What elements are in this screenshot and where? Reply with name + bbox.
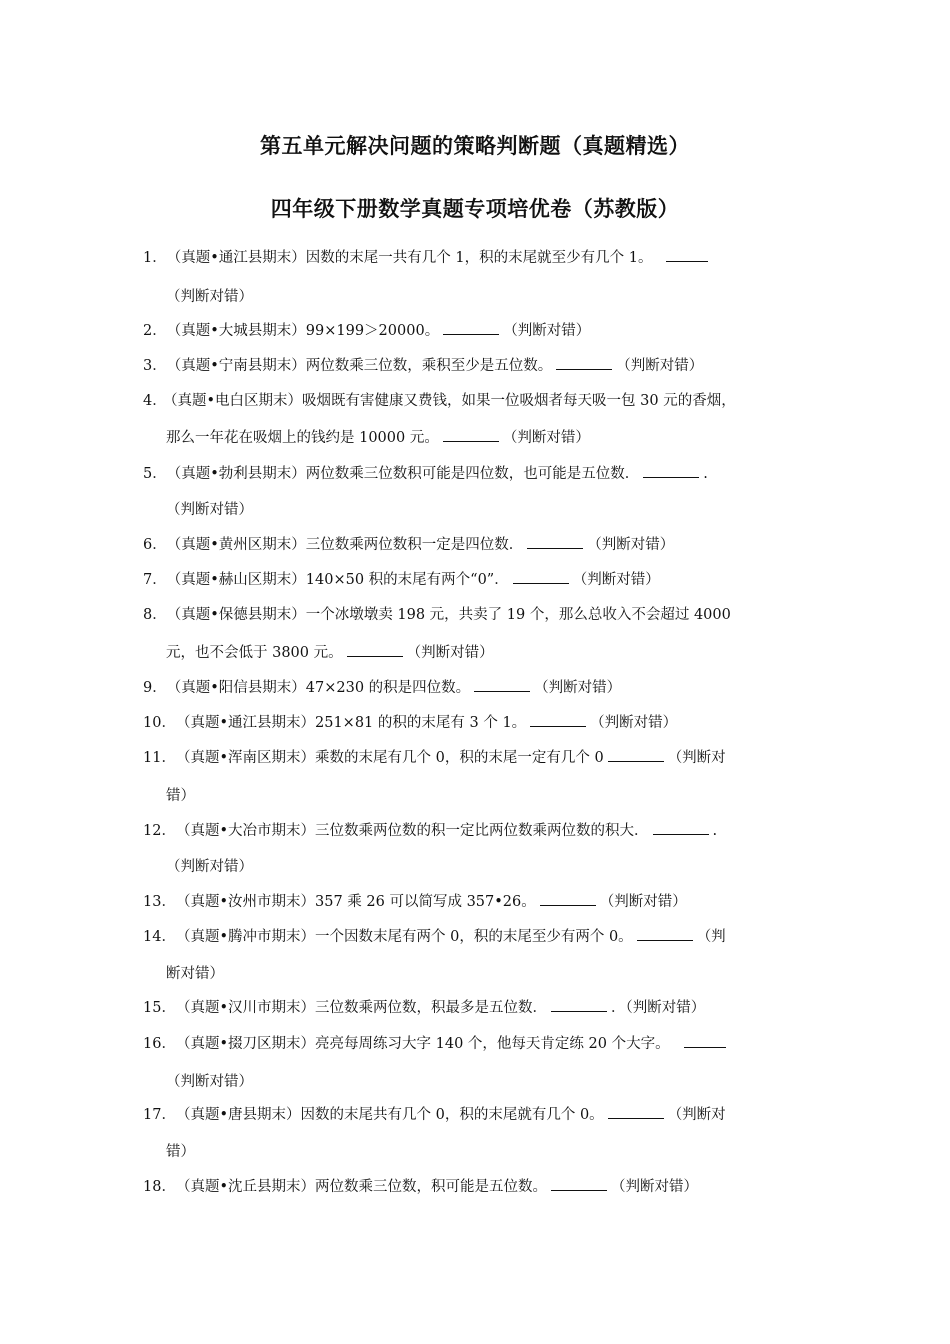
question-12: 12．（真题•大冶市期末）三位数乘两位数的积一定比两位数乘两位数的积大． . bbox=[143, 819, 717, 840]
question-17: 17．（真题•唐县期末）因数的末尾共有几个 0，积的末尾就有几个 0。 （判断对 bbox=[143, 1103, 726, 1124]
answer-blank[interactable] bbox=[653, 820, 709, 836]
answer-blank[interactable] bbox=[540, 891, 596, 907]
question-17-cont: 错） bbox=[166, 1144, 195, 1160]
question-8-cont: 元，也不会低于 3800 元。 （判断对错） bbox=[166, 641, 494, 662]
question-12-cont: （判断对错） bbox=[166, 859, 253, 875]
answer-blank[interactable] bbox=[684, 1033, 726, 1049]
answer-blank[interactable] bbox=[513, 569, 569, 585]
question-8: 8．（真题•保德县期末）一个冰墩墩卖 198 元，共卖了 19 个，那么总收入不会超过 4000 bbox=[143, 607, 731, 623]
question-18: 18．（真题•沈丘县期末）两位数乘三位数，积可能是五位数。 （判断对错） bbox=[143, 1175, 698, 1196]
question-11-cont: 错） bbox=[166, 788, 195, 804]
answer-blank[interactable] bbox=[347, 642, 403, 658]
question-1-cont: （判断对错） bbox=[166, 289, 253, 305]
page-title: 第五单元解决问题的策略判断题（真题精选） bbox=[260, 133, 690, 158]
question-2: 2．（真题•大城县期末）99×199＞20000。 （判断对错） bbox=[143, 319, 590, 340]
question-9: 9．（真题•阳信县期末）47×230 的积是四位数。 （判断对错） bbox=[143, 676, 621, 697]
answer-blank[interactable] bbox=[551, 1176, 607, 1192]
question-15: 15．（真题•汉川市期末）三位数乘两位数，积最多是五位数． ．（判断对错） bbox=[143, 996, 705, 1017]
answer-blank[interactable] bbox=[637, 926, 693, 942]
question-1: 1．（真题•通江县期末）因数的末尾一共有几个 1，积的末尾就至少有几个 1。 bbox=[143, 246, 712, 267]
question-10: 10．（真题•通江县期末）251×81 的积的末尾有 3 个 1。 （判断对错） bbox=[143, 711, 677, 732]
question-5: 5．（真题•勃利县期末）两位数乘三位数积可能是四位数，也可能是五位数． . bbox=[143, 462, 708, 483]
answer-blank[interactable] bbox=[443, 427, 499, 443]
question-3: 3．（真题•宁南县期末）两位数乘三位数，乘积至少是五位数。 （判断对错） bbox=[143, 354, 703, 375]
page-subtitle: 四年级下册数学真题专项培优卷（苏教版） bbox=[270, 196, 680, 221]
answer-blank[interactable] bbox=[527, 534, 583, 550]
question-4-cont: 那么一年花在吸烟上的钱约是 10000 元。 （判断对错） bbox=[166, 426, 590, 447]
answer-blank[interactable] bbox=[608, 1104, 664, 1120]
question-7: 7．（真题•赫山区期末）140×50 积的末尾有两个“0”． （判断对错） bbox=[143, 568, 660, 589]
question-5-cont: （判断对错） bbox=[166, 502, 253, 518]
answer-blank[interactable] bbox=[443, 320, 499, 336]
question-6: 6．（真题•黄州区期末）三位数乘两位数积一定是四位数． （判断对错） bbox=[143, 533, 674, 554]
question-16: 16．（真题•掇刀区期末）亮亮每周练习大字 140 个，他每天肯定练 20 个大字。 bbox=[143, 1032, 730, 1053]
answer-blank[interactable] bbox=[608, 747, 664, 763]
question-4: 4． bbox=[143, 393, 167, 409]
answer-blank[interactable] bbox=[643, 463, 699, 479]
answer-blank[interactable] bbox=[666, 247, 708, 263]
question-11: 11．（真题•浑南区期末）乘数的末尾有几个 0，积的末尾一定有几个 0 （判断对 bbox=[143, 746, 726, 767]
question-4-text: （真题•电白区期末）吸烟既有害健康又费钱，如果一位吸烟者每天吸一包 30 元的香烟， bbox=[163, 393, 736, 409]
question-13: 13．（真题•汝州市期末）357 乘 26 可以简写成 357•26。 （判断对错） bbox=[143, 890, 687, 911]
answer-blank[interactable] bbox=[474, 677, 530, 693]
answer-blank[interactable] bbox=[530, 712, 586, 728]
question-14: 14．（真题•腾冲市期末）一个因数末尾有两个 0，积的末尾至少有两个 0。 （判 bbox=[143, 925, 726, 946]
question-14-cont: 断对错） bbox=[166, 966, 224, 982]
question-16-cont: （判断对错） bbox=[166, 1074, 253, 1090]
answer-blank[interactable] bbox=[551, 997, 607, 1013]
answer-blank[interactable] bbox=[556, 355, 612, 371]
